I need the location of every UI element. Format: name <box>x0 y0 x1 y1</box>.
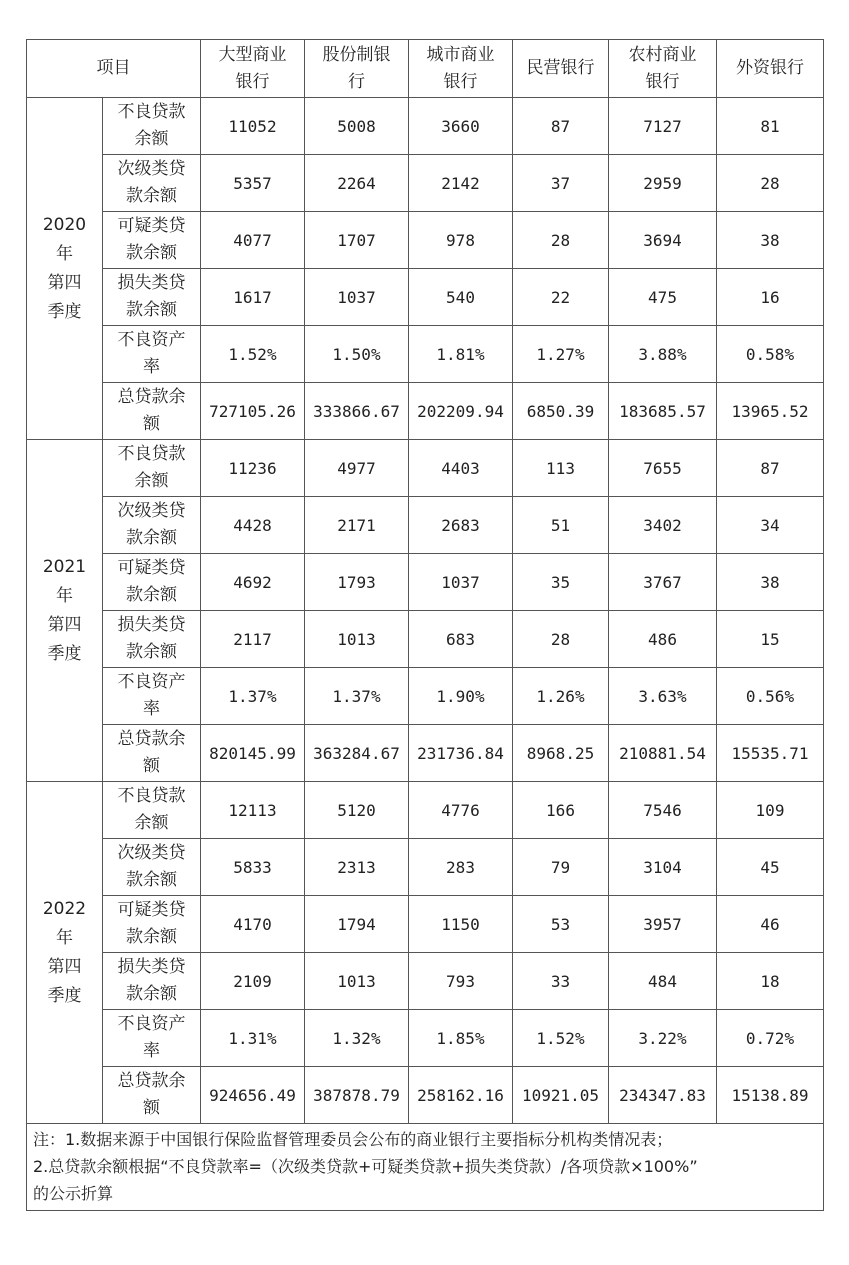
value-cell: 683 <box>409 611 513 668</box>
value-cell: 53 <box>513 896 609 953</box>
value-cell: 33 <box>513 953 609 1010</box>
value-cell: 1.52% <box>513 1010 609 1067</box>
value-cell: 109 <box>717 782 824 839</box>
value-cell: 2171 <box>305 497 409 554</box>
table-row <box>27 782 824 839</box>
value-cell: 1.27% <box>513 326 609 383</box>
value-cell: 2142 <box>409 155 513 212</box>
value-cell: 28 <box>717 155 824 212</box>
header-rural-commercial-banks: 农村商业 银行 <box>609 40 717 98</box>
value-cell: 2683 <box>409 497 513 554</box>
value-cell: 1.37% <box>305 668 409 725</box>
value-cell: 978 <box>409 212 513 269</box>
table-row <box>27 326 824 383</box>
table-row <box>27 269 824 326</box>
value-cell: 1037 <box>305 269 409 326</box>
row-label: 损失类贷 款余额 <box>103 953 201 1010</box>
table-body <box>27 98 824 1124</box>
bank-loan-table <box>26 39 824 1211</box>
value-cell: 15 <box>717 611 824 668</box>
row-label: 损失类贷 款余额 <box>103 611 201 668</box>
value-cell: 5357 <box>201 155 305 212</box>
table-row <box>27 1067 824 1124</box>
value-cell: 3957 <box>609 896 717 953</box>
value-cell: 6850.39 <box>513 383 609 440</box>
value-cell: 3402 <box>609 497 717 554</box>
row-label: 总贷款余 额 <box>103 725 201 782</box>
table-note: 注：1.数据来源于中国银行保险监督管理委员会公布的商业银行主要指标分机构类情况表； 2.总贷款余额根据“不良贷款率=（次级类贷款+可疑类贷款+损失类贷款）/各项贷款×100%” 的公示折算 <box>27 1124 824 1211</box>
value-cell: 79 <box>513 839 609 896</box>
value-cell: 81 <box>717 98 824 155</box>
value-cell: 7127 <box>609 98 717 155</box>
value-cell: 1150 <box>409 896 513 953</box>
value-cell: 11052 <box>201 98 305 155</box>
value-cell: 1707 <box>305 212 409 269</box>
header-foreign-banks: 外资银行 <box>717 40 824 98</box>
value-cell: 258162.16 <box>409 1067 513 1124</box>
row-label: 次级类贷 款余额 <box>103 155 201 212</box>
value-cell: 38 <box>717 212 824 269</box>
value-cell: 231736.84 <box>409 725 513 782</box>
header-private-banks: 民营银行 <box>513 40 609 98</box>
value-cell: 4428 <box>201 497 305 554</box>
row-label: 总贷款余 额 <box>103 383 201 440</box>
value-cell: 10921.05 <box>513 1067 609 1124</box>
value-cell: 3660 <box>409 98 513 155</box>
value-cell: 4077 <box>201 212 305 269</box>
row-label: 不良资产 率 <box>103 668 201 725</box>
value-cell: 486 <box>609 611 717 668</box>
table-row <box>27 155 824 212</box>
value-cell: 0.56% <box>717 668 824 725</box>
table-row <box>27 725 824 782</box>
value-cell: 3694 <box>609 212 717 269</box>
table-row <box>27 1010 824 1067</box>
value-cell: 37 <box>513 155 609 212</box>
value-cell: 1.37% <box>201 668 305 725</box>
value-cell: 1013 <box>305 953 409 1010</box>
value-cell: 87 <box>513 98 609 155</box>
value-cell: 35 <box>513 554 609 611</box>
value-cell: 0.58% <box>717 326 824 383</box>
row-label: 不良资产 率 <box>103 326 201 383</box>
value-cell: 46 <box>717 896 824 953</box>
value-cell: 5833 <box>201 839 305 896</box>
value-cell: 727105.26 <box>201 383 305 440</box>
header-joint-stock-banks: 股份制银 行 <box>305 40 409 98</box>
value-cell: 1.52% <box>201 326 305 383</box>
value-cell: 363284.67 <box>305 725 409 782</box>
value-cell: 166 <box>513 782 609 839</box>
value-cell: 387878.79 <box>305 1067 409 1124</box>
row-label: 不良贷款 余额 <box>103 98 201 155</box>
header-city-commercial-banks: 城市商业 银行 <box>409 40 513 98</box>
value-cell: 7655 <box>609 440 717 497</box>
value-cell: 484 <box>609 953 717 1010</box>
note-row <box>27 1124 824 1211</box>
table-row <box>27 212 824 269</box>
value-cell: 210881.54 <box>609 725 717 782</box>
value-cell: 5120 <box>305 782 409 839</box>
value-cell: 1794 <box>305 896 409 953</box>
value-cell: 113 <box>513 440 609 497</box>
table-row <box>27 611 824 668</box>
header-large-commercial-banks: 大型商业 银行 <box>201 40 305 98</box>
row-label: 可疑类贷 款余额 <box>103 896 201 953</box>
value-cell: 22 <box>513 269 609 326</box>
value-cell: 4977 <box>305 440 409 497</box>
value-cell: 1.90% <box>409 668 513 725</box>
table-row <box>27 440 824 497</box>
value-cell: 2313 <box>305 839 409 896</box>
value-cell: 51 <box>513 497 609 554</box>
value-cell: 283 <box>409 839 513 896</box>
header-item: 项目 <box>27 40 201 98</box>
value-cell: 87 <box>717 440 824 497</box>
row-label: 次级类贷 款余额 <box>103 839 201 896</box>
value-cell: 45 <box>717 839 824 896</box>
table-row <box>27 839 824 896</box>
value-cell: 28 <box>513 611 609 668</box>
value-cell: 11236 <box>201 440 305 497</box>
value-cell: 924656.49 <box>201 1067 305 1124</box>
row-label: 不良贷款 余额 <box>103 782 201 839</box>
value-cell: 1.50% <box>305 326 409 383</box>
table-row <box>27 554 824 611</box>
row-label: 损失类贷 款余额 <box>103 269 201 326</box>
value-cell: 13965.52 <box>717 383 824 440</box>
row-label: 可疑类贷 款余额 <box>103 554 201 611</box>
value-cell: 1.26% <box>513 668 609 725</box>
value-cell: 15535.71 <box>717 725 824 782</box>
table-row <box>27 953 824 1010</box>
value-cell: 15138.89 <box>717 1067 824 1124</box>
value-cell: 1793 <box>305 554 409 611</box>
value-cell: 3.22% <box>609 1010 717 1067</box>
period-2022-q4: 2022 年 第四 季度 <box>27 782 103 1124</box>
value-cell: 0.72% <box>717 1010 824 1067</box>
value-cell: 38 <box>717 554 824 611</box>
period-2021-q4: 2021 年 第四 季度 <box>27 440 103 782</box>
value-cell: 3.88% <box>609 326 717 383</box>
table-row <box>27 98 824 155</box>
value-cell: 1.85% <box>409 1010 513 1067</box>
value-cell: 16 <box>717 269 824 326</box>
value-cell: 183685.57 <box>609 383 717 440</box>
value-cell: 1013 <box>305 611 409 668</box>
value-cell: 8968.25 <box>513 725 609 782</box>
table-row <box>27 896 824 953</box>
value-cell: 28 <box>513 212 609 269</box>
value-cell: 4776 <box>409 782 513 839</box>
value-cell: 7546 <box>609 782 717 839</box>
value-cell: 12113 <box>201 782 305 839</box>
table-row <box>27 383 824 440</box>
value-cell: 4692 <box>201 554 305 611</box>
value-cell: 2117 <box>201 611 305 668</box>
row-label: 不良资产 率 <box>103 1010 201 1067</box>
value-cell: 540 <box>409 269 513 326</box>
table-row <box>27 497 824 554</box>
value-cell: 1.81% <box>409 326 513 383</box>
value-cell: 234347.83 <box>609 1067 717 1124</box>
value-cell: 4403 <box>409 440 513 497</box>
header-row <box>27 40 824 98</box>
table-row <box>27 668 824 725</box>
value-cell: 2109 <box>201 953 305 1010</box>
row-label: 不良贷款 余额 <box>103 440 201 497</box>
value-cell: 1.32% <box>305 1010 409 1067</box>
value-cell: 5008 <box>305 98 409 155</box>
row-label: 总贷款余 额 <box>103 1067 201 1124</box>
value-cell: 202209.94 <box>409 383 513 440</box>
value-cell: 3767 <box>609 554 717 611</box>
value-cell: 2264 <box>305 155 409 212</box>
value-cell: 34 <box>717 497 824 554</box>
row-label: 可疑类贷 款余额 <box>103 212 201 269</box>
value-cell: 1617 <box>201 269 305 326</box>
value-cell: 3104 <box>609 839 717 896</box>
value-cell: 2959 <box>609 155 717 212</box>
value-cell: 820145.99 <box>201 725 305 782</box>
value-cell: 475 <box>609 269 717 326</box>
row-label: 次级类贷 款余额 <box>103 497 201 554</box>
value-cell: 333866.67 <box>305 383 409 440</box>
period-2020-q4: 2020 年 第四 季度 <box>27 98 103 440</box>
value-cell: 1.31% <box>201 1010 305 1067</box>
value-cell: 1037 <box>409 554 513 611</box>
value-cell: 4170 <box>201 896 305 953</box>
value-cell: 18 <box>717 953 824 1010</box>
value-cell: 793 <box>409 953 513 1010</box>
value-cell: 3.63% <box>609 668 717 725</box>
